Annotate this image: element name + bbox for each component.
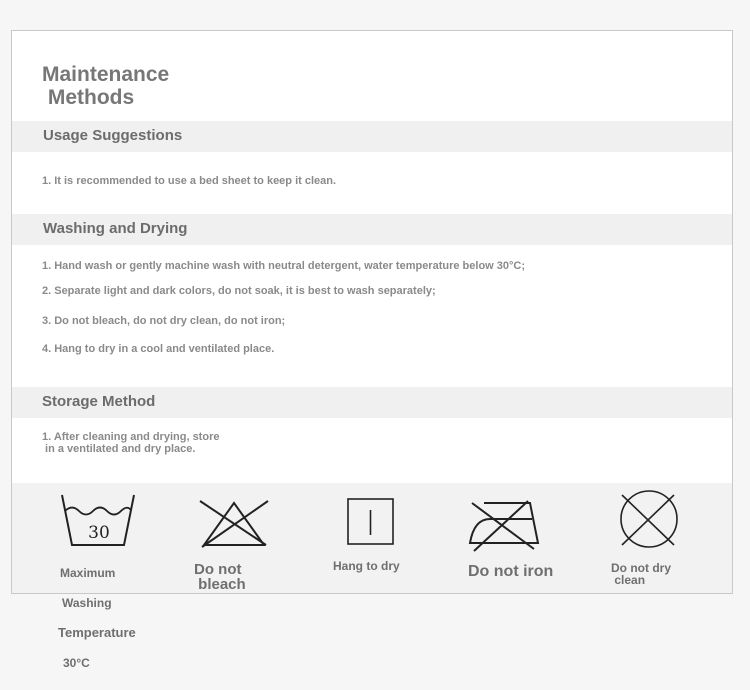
- list-item: 1. After cleaning and drying, store in a ventilated and dry place.: [42, 431, 220, 455]
- section-header-usage: [12, 121, 732, 152]
- hang-dry-icon: [346, 497, 396, 547]
- wash-temp-label: Maximum Washing Temperature 30°C: [58, 566, 136, 670]
- list-item: 3. Do not bleach, do not dry clean, do not iron;: [42, 315, 286, 327]
- section-heading: Washing and Drying: [43, 220, 188, 237]
- wash-temp-number: 30: [88, 523, 110, 543]
- list-item: 1. Hand wash or gently machine wash with neutral detergent, water temperature below 30°C;: [42, 260, 526, 272]
- no-bleach-label: Do not bleach: [194, 561, 246, 593]
- maintenance-card: [11, 30, 733, 670]
- no-iron-label: Do not iron: [468, 563, 554, 580]
- list-item: 2. Separate light and dark colors, do not soak, it is best to wash separately;: [42, 285, 436, 297]
- no-iron-icon: [468, 497, 542, 553]
- hang-dry-label: Hang to dry: [333, 559, 400, 573]
- care-icons-row: [12, 483, 732, 670]
- section-header-storage: [12, 387, 732, 418]
- no-bleach-icon: [198, 499, 270, 549]
- page-title: Maintenance Methods: [42, 63, 170, 109]
- list-item: 1. It is recommended to use a bed sheet to keep it clean.: [42, 175, 337, 187]
- list-item: 4. Hang to dry in a cool and ventilated place.: [42, 343, 275, 355]
- no-dry-clean-icon: [616, 489, 680, 549]
- section-header-washing: [12, 214, 732, 245]
- wash-tub-icon: [58, 491, 138, 551]
- section-heading: Storage Method: [42, 393, 156, 410]
- section-heading: Usage Suggestions: [43, 127, 183, 144]
- no-dry-clean-label: Do not dry clean: [611, 561, 671, 587]
